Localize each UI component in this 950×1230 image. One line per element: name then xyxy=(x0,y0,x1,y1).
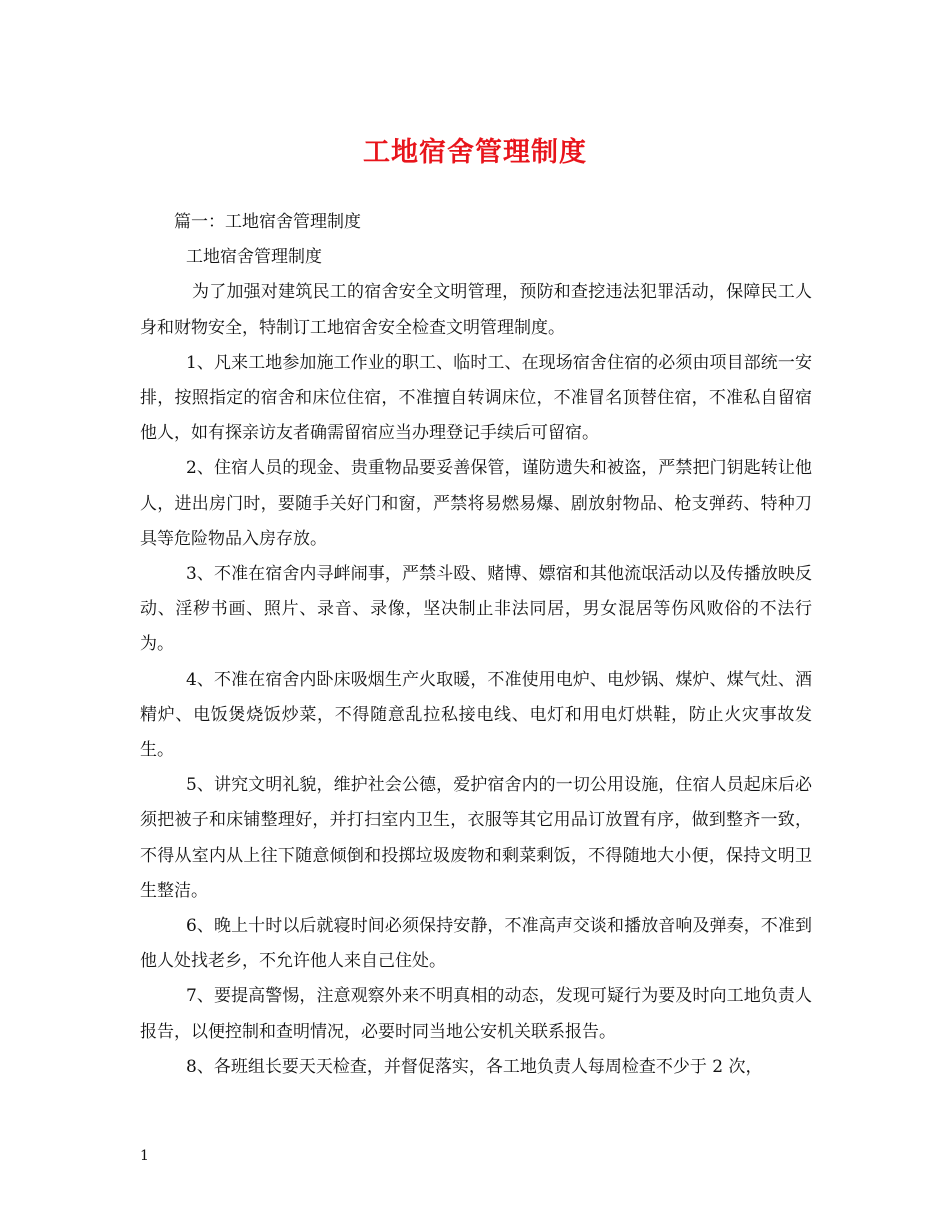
rule-item-3: 3、不准在宿舍内寻衅闹事，严禁斗殴、赌博、嫖宿和其他流氓活动以及传播放映反动、淫秽书画、照片、录音、录像，坚决制止非法同居，男女混居等伤风败俗的不法行为。 xyxy=(140,564,812,655)
intro-paragraph: 为了加强对建筑民工的宿舍安全文明管理，预防和查挖违法犯罪活动，保障民工人身和财物安全，特制订工地宿舍安全检查文明管理制度。 xyxy=(140,282,812,338)
rule-item-4: 4、不准在宿舍内卧床吸烟生产火取暖，不准使用电炉、电炒锅、煤炉、煤气灶、酒精炉、电饭煲烧饭炒菜，不得随意乱拉私接电线、电灯和用电灯烘鞋，防止火灾事故发生。 xyxy=(140,669,812,761)
document-title: 工地宿舍管理制度 xyxy=(363,137,587,168)
rule-item-8: 8、各班组长要天天检查，并督促落实，各工地负责人每周检查不少于 2 次， xyxy=(186,1056,763,1077)
sub-heading: 工地宿舍管理制度 xyxy=(186,247,322,268)
section-heading: 篇一：工地宿舍管理制度 xyxy=(174,212,361,232)
rule-item-6: 6、晚上十时以后就寝时间必须保持安静，不准高声交谈和播放音响及弹奏，不准到他人处找老乡，不允许他人来自己住处。 xyxy=(140,916,812,972)
document-body xyxy=(140,205,812,1085)
rule-item-1: 1、凡来工地参加施工作业的职工、临时工、在现场宿舍住宿的必须由项目部统一安排，按照指定的宿舍和床位住宿，不准擅自转调床位，不准冒名顶替住宿，不准私自留宿他人，如有探亲访友者确需留宿应当办理登记手续后可留宿。 xyxy=(140,352,812,444)
rule-item-2: 2、住宿人员的现金、贵重物品要妥善保管，谨防遗失和被盗，严禁把门钥匙转让他人，进出房门时，要随手关好门和窗，严禁将易燃易爆、剧放射物品、枪支弹药、特种刀具等危险物品入房存放。 xyxy=(140,458,812,549)
page-number: 1 xyxy=(140,1148,149,1164)
rule-item-7: 7、要提高警惕，注意观察外来不明真相的动态，发现可疑行为要及时向工地负责人报告，以便控制和查明情况，必要时同当地公安机关联系报告。 xyxy=(140,986,812,1042)
rule-item-5: 5、讲究文明礼貌，维护社会公德，爱护宿舍内的一切公用设施，住宿人员起床后必须把被子和床铺整理好，并打扫室内卫生，衣服等其它用品订放置有序，做到整齐一致，不得从室内从上往下随意倾倒和投掷垃圾废物和剩菜剩饭，不得随地大小便，保持文明卫生整洁。 xyxy=(140,775,812,901)
